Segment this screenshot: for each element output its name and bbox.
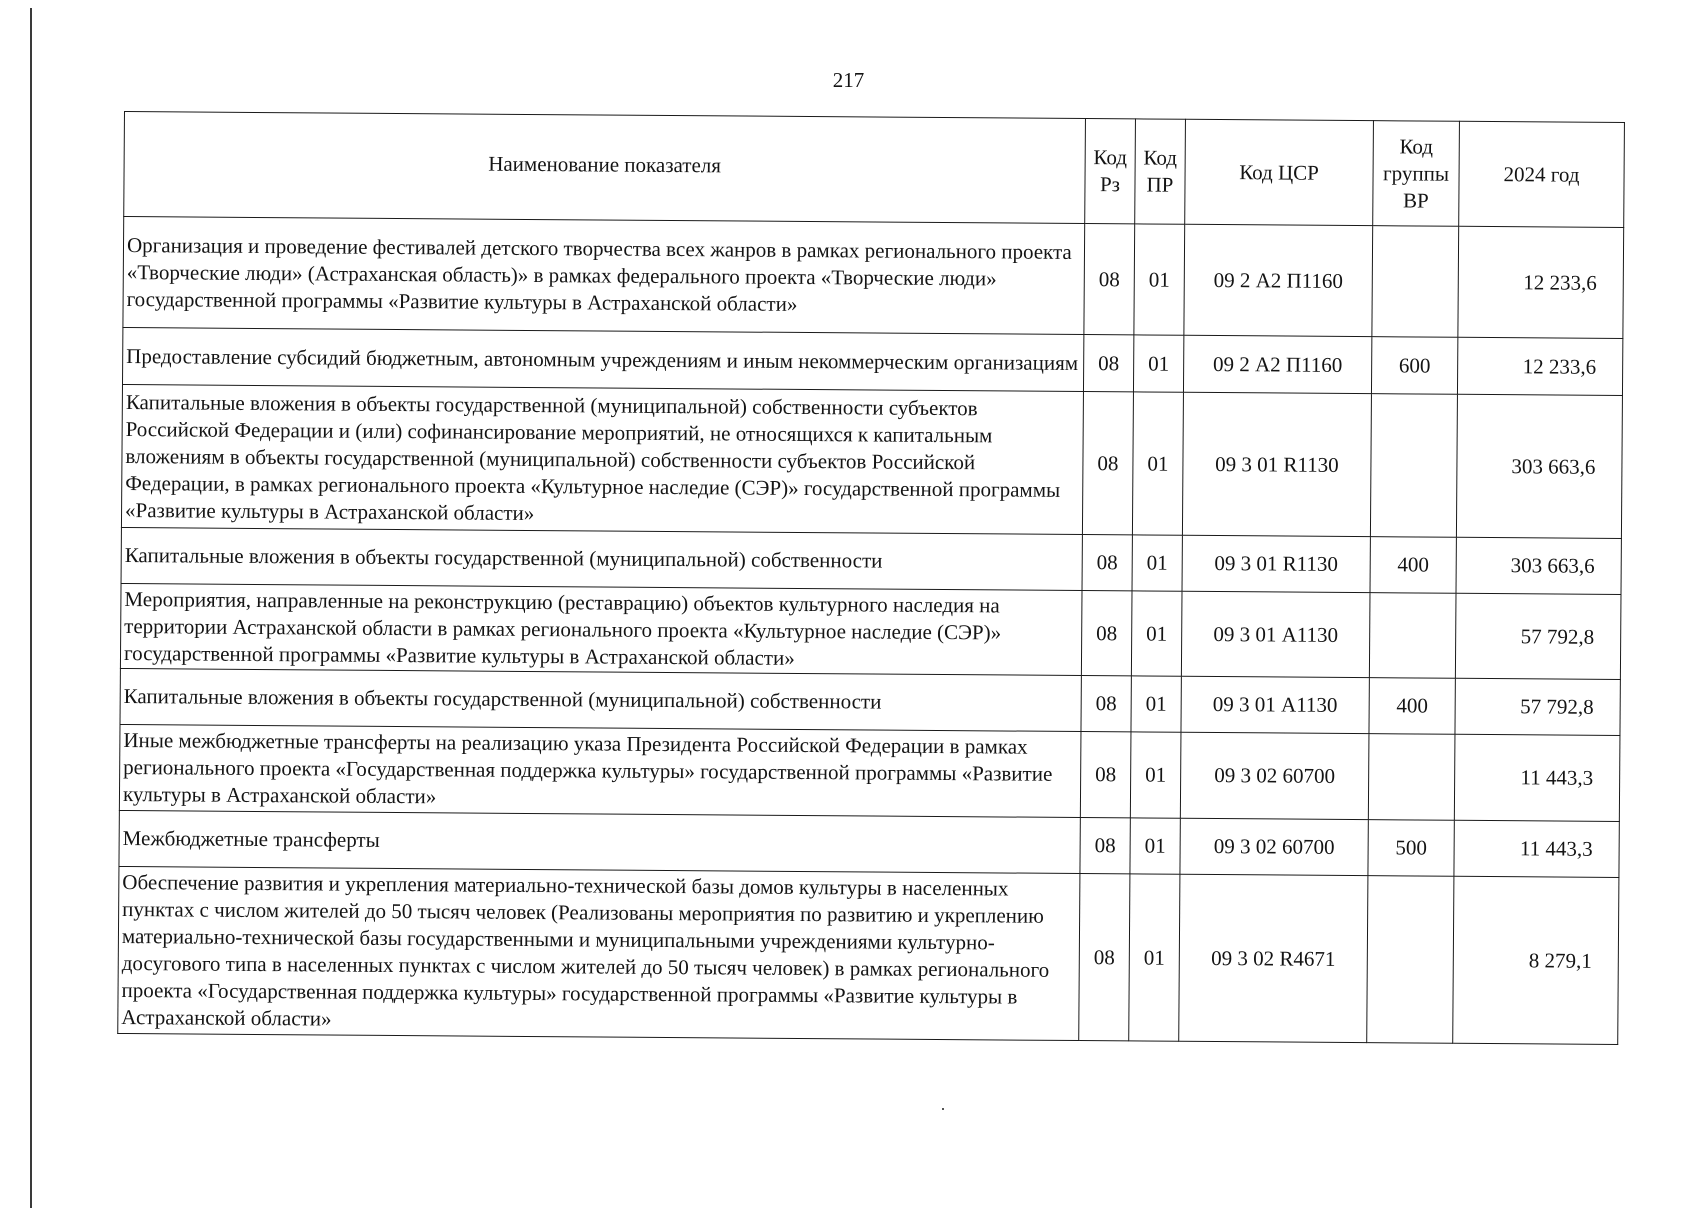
- table-row: [118, 866, 1619, 1044]
- header-year: 2024 год: [1459, 121, 1625, 227]
- row-code-rz: 08: [1079, 874, 1130, 1041]
- row-name: Капитальные вложения в объекты государственной (муниципальной) собственности: [120, 668, 1081, 731]
- row-code-rz: 08: [1080, 732, 1131, 818]
- budget-table: [117, 111, 1625, 1045]
- row-code-pr: 01: [1130, 818, 1180, 874]
- row-code-pr: 01: [1130, 732, 1181, 818]
- row-amount: 303 663,6: [1456, 394, 1622, 538]
- row-code-pr: 01: [1133, 335, 1183, 392]
- row-code-csr: 09 2 А2 П1160: [1184, 224, 1373, 336]
- row-name: Обеспечение развития и укрепления материально-технической базы домов культуры в населенных пунктах с числом жителей до 50 тысяч человек (Реализованы мероприятия по развитию и укреплению материально-технической базы государственными и муниципальными учреждениями культурно-досугового типа в населенных пунктах с числом жителей до 50 тысяч человек) в рамках регионального проекта «Государственная поддержка культуры» государственной программы «Развитие культуры в Астраханской области»: [118, 866, 1080, 1040]
- row-code-vr: 400: [1369, 678, 1455, 735]
- row-code-csr: 09 3 01 А1130: [1181, 676, 1369, 733]
- row-code-rz: 08: [1080, 818, 1130, 874]
- row-name: Иные межбюджетные трансферты на реализацию указа Президента Российской Федерации в рамках регионального проекта «Государственная поддержка культуры» государственной программы «Развитие культуры в Астраханской области»: [119, 724, 1081, 817]
- table-header-row: [124, 112, 1625, 228]
- row-code-rz: 08: [1081, 676, 1131, 732]
- row-code-pr: 01: [1132, 535, 1182, 591]
- row-code-vr: [1370, 394, 1457, 538]
- row-code-rz: 08: [1081, 591, 1132, 676]
- row-name: Капитальные вложения в объекты государственной (муниципальной) собственности: [121, 527, 1082, 590]
- row-name: Межбюджетные трансферты: [119, 810, 1080, 873]
- header-name: Наименование показателя: [124, 112, 1086, 224]
- row-amount: 8 279,1: [1453, 876, 1619, 1044]
- row-code-csr: 09 3 02 60700: [1180, 732, 1369, 819]
- row-amount: 303 663,6: [1456, 537, 1621, 594]
- row-code-rz: 08: [1084, 224, 1135, 335]
- row-name: Организация и проведение фестивалей детского творчества всех жанров в рамках регионального проекта «Творческие люди» (Астраханская область)» в рамках федерального проекта «Творческие люди» государственной программы «Развитие культуры в Астраханской области»: [123, 217, 1085, 335]
- row-code-vr: 500: [1368, 820, 1454, 877]
- row-amount: 12 233,6: [1457, 337, 1622, 395]
- header-code-csr: Код ЦСР: [1185, 119, 1374, 225]
- row-code-vr: [1368, 734, 1455, 821]
- table-row: [120, 583, 1621, 679]
- table-row: [119, 724, 1620, 821]
- row-amount: 57 792,8: [1455, 678, 1620, 735]
- scan-speck: [942, 1108, 944, 1110]
- row-code-pr: 01: [1129, 874, 1180, 1041]
- row-name: Предоставление субсидий бюджетным, автономным учреждениям и иным некоммерческим организациям: [122, 327, 1083, 391]
- row-code-vr: 600: [1371, 337, 1457, 395]
- row-code-vr: [1369, 593, 1456, 679]
- page-number: 217: [832, 68, 865, 92]
- row-code-rz: 08: [1082, 392, 1133, 535]
- row-code-vr: [1367, 876, 1454, 1044]
- header-code-vr: Код группы ВР: [1373, 121, 1460, 227]
- row-code-vr: 400: [1370, 537, 1456, 594]
- row-name: Капитальные вложения в объекты государственной (муниципальной) собственности субъектов Российской Федерации и (или) софинансирование мероприятий, не относящихся к капитальным вложениям в объекты государственной (муниципальной) собственности субъектов Российской Федерации, в рамках регионального проекта «Культурное наследие (СЭР)» государственной программы «Развитие культуры в Астраханской области»: [121, 384, 1083, 534]
- row-code-csr: 09 3 02 R4671: [1179, 874, 1368, 1042]
- scan-left-edge-line: [30, 8, 32, 1208]
- row-code-rz: 08: [1082, 535, 1132, 591]
- row-code-csr: 09 2 А2 П1160: [1183, 335, 1371, 393]
- row-code-pr: 01: [1131, 676, 1181, 732]
- row-code-pr: 01: [1131, 591, 1182, 676]
- row-amount: 11 443,3: [1454, 820, 1619, 877]
- row-code-pr: 01: [1134, 224, 1185, 335]
- row-amount: 11 443,3: [1454, 734, 1620, 821]
- row-name: Мероприятия, направленные на реконструкцию (реставрацию) объектов культурного наследия на территории Астраханской области в рамках регионального проекта «Культурное наследие (СЭР)» государственной программы «Развитие культуры в Астраханской области»: [120, 583, 1082, 675]
- row-code-vr: [1372, 226, 1459, 338]
- row-amount: 12 233,6: [1458, 226, 1624, 338]
- row-code-rz: 08: [1083, 335, 1133, 392]
- row-code-csr: 09 3 02 60700: [1180, 818, 1368, 875]
- row-code-pr: 01: [1132, 392, 1183, 535]
- table-row: [121, 384, 1622, 538]
- row-amount: 57 792,8: [1455, 593, 1621, 679]
- header-code-rz: Код Рз: [1085, 119, 1136, 224]
- row-code-csr: 09 3 01 А1130: [1181, 591, 1370, 677]
- table-row: [123, 217, 1624, 339]
- row-code-csr: 09 3 01 R1130: [1182, 535, 1370, 592]
- header-code-pr: Код ПР: [1135, 119, 1186, 224]
- row-code-csr: 09 3 01 R1130: [1182, 392, 1371, 536]
